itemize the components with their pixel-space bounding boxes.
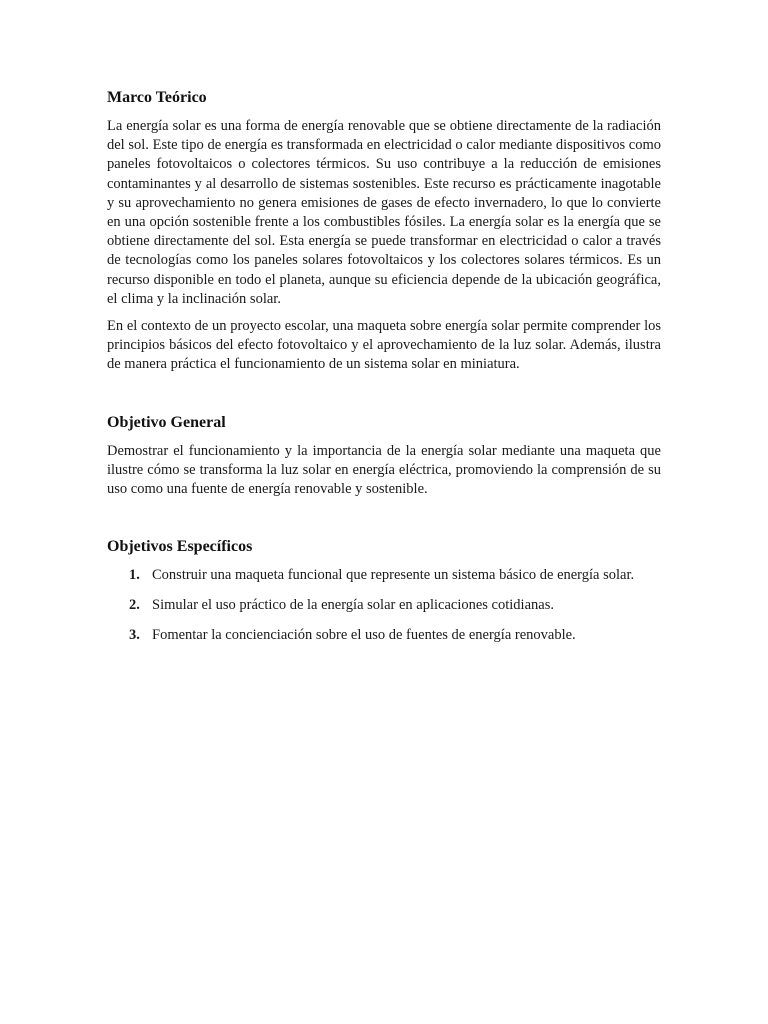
- list-item: [107, 566, 661, 585]
- list-item-number: 3.: [129, 626, 140, 643]
- section-heading: Marco Teórico: [107, 89, 207, 106]
- section-objetivos-especificos: [107, 537, 661, 645]
- list-item-number: 1.: [129, 567, 140, 584]
- section-marco-teorico: [107, 88, 661, 375]
- paragraph: En el contexto de un proyecto escolar, una maqueta sobre energía solar permite comprender los principios básicos del efecto fotovoltaico y el aprovechamiento de la luz solar. Además, ilustra de manera práctica el funcionamiento de un sistema solar en miniatura.: [107, 318, 661, 373]
- section-heading: Objetivos Específicos: [107, 538, 253, 556]
- list-item-text: Fomentar la concienciación sobre el uso de fuentes de energía renovable.: [152, 626, 576, 643]
- list-item-text: Simular el uso práctico de la energía solar en aplicaciones cotidianas.: [152, 596, 554, 613]
- section-objetivo-general: [107, 413, 661, 500]
- list-item-number: 2.: [129, 596, 140, 613]
- list-item: [107, 596, 661, 615]
- paragraph: La energía solar es una forma de energía renovable que se obtiene directamente de la radiación del sol. Este tipo de energía es transformada en electricidad o calor mediante dispositivos como paneles fotovoltaicos o colectores térmicos. Su uso contribuye a la reducción de emisiones contaminantes y al desarrollo de sistemas sostenibles. Este recurso es prácticamente inagotable y su aprovechamiento no genera emisiones de gases de efecto invernadero, lo que lo convierte en una opción sostenible frente a los combustibles fósiles. La energía solar es la energía que se obtiene directamente del sol. Esta energía se puede transformar en electricidad o calor a través de tecnologías como los paneles solares fotovoltaicos y los colectores solares térmicos. Es un recurso disponible en todo el planeta, aunque su eficiencia depende de la ubicación geográfica, el clima y la inclinación solar.: [107, 118, 661, 307]
- paragraph: Demostrar el funcionamiento y la importancia de la energía solar mediante una maqueta que ilustre cómo se transforma la luz solar en energía eléctrica, promoviendo la comprensión de su uso como una fuente de energía renovable y sostenible.: [107, 442, 661, 498]
- list-item-text: Construir una maqueta funcional que represente un sistema básico de energía solar.: [152, 567, 635, 584]
- section-heading: Objetivo General: [107, 413, 226, 431]
- document-page: [107, 88, 661, 655]
- numbered-list: [107, 566, 661, 645]
- list-item: [107, 626, 661, 645]
